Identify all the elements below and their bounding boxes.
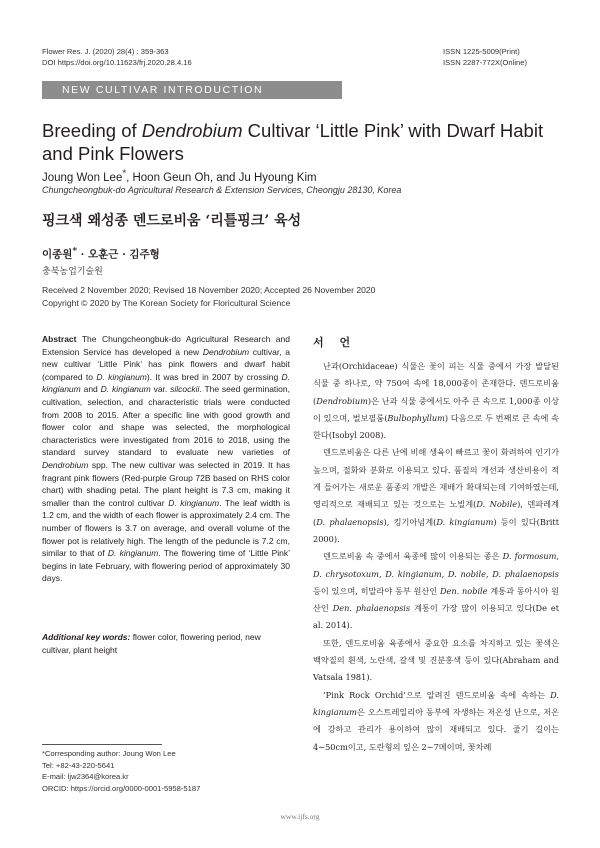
intro-heading: 서 언: [313, 336, 357, 349]
korean-title: 핑크색 왜성종 덴드로비움 ‘리틀핑크’ 육성: [42, 213, 302, 229]
copyright-line: Copyright © 2020 by The Korean Society for Floricultural Science: [42, 298, 291, 308]
intro-paragraph: [313, 358, 559, 444]
telephone: Tel: +82-43-220-5641: [42, 760, 115, 770]
issn-block: [443, 47, 558, 68]
abstract-italic: D. kingianum: [100, 384, 151, 395]
keywords-label: Additional key words:: [42, 632, 131, 642]
title-part1: Breeding of: [42, 120, 142, 141]
abstract-italic: Dendrobium: [42, 459, 89, 470]
author-first: Joung Won Lee: [42, 171, 123, 184]
intro-text: 덴드로비움은 다른 난에 비해 생육이 빠르고 꽃이 화려하여 인기가 높으며, 절화와 분화로 이용되고 있다. 품질의 개선과 생산비용이 적게 들어가는 새로운 품종의 개발은 재배가 확대되는데 기여하였는데, 영리적으로 재배되고 있는 것으로는 노빌계(: [313, 447, 559, 510]
intro-text: 덴드로비움 속 중에서 육종에 많이 이용되는 종은: [323, 551, 503, 562]
intro-italic: D. kingianum: [313, 689, 559, 717]
title-genus: Dendrobium: [141, 120, 243, 141]
intro-paragraph: [313, 444, 559, 548]
korean-affiliation: 충북농업기술원: [42, 267, 103, 277]
intro-text: 계통이 가장 많이 이용되고 있다(De et al. 2014).: [313, 603, 559, 631]
paper-title: [42, 119, 562, 165]
korean-authors: [42, 246, 160, 262]
abstract-italic: D. kingianum: [96, 371, 147, 382]
intro-text: ‘Pink Rock Orchid’으로 알려진 덴드로비움 속에 속하는: [323, 689, 551, 700]
intro-body: [313, 358, 559, 756]
intro-text: )은 난과 식물 중에서도 아주 큰 속으로 1,000종 이상이 있으며, 벌보필룸(: [313, 395, 559, 423]
journal-citation: Flower Res. J. (2020) 28(4) : 359-363: [42, 47, 169, 56]
intro-italic: Dendrobium: [316, 395, 368, 406]
intro-text: ), 덴파레계(: [313, 499, 559, 527]
intro-text: 등이 있으며, 히말라야 동부 원산인: [313, 585, 440, 596]
korean-corresponding-mark: *: [72, 246, 78, 256]
intro-italic: D. phalaenopsis: [316, 516, 384, 527]
journal-website[interactable]: www.ijfs.org: [280, 812, 320, 821]
intro-text: 계통과 동아시아 원산인: [313, 585, 559, 614]
intro-italic: D. formosum, D. chrysotoxum, D. kingianum, D. nobile, D. phalaenopsis: [313, 551, 560, 579]
orcid-link[interactable]: ORCID: https://orcid.org/0000-0001-5958-5187: [42, 783, 201, 793]
intro-paragraph: 또한, 덴드로비움 육종에서 중요한 요소를 차지하고 있는 꽃색은 백약질의 흰색, 노란색, 갈색 및 진분홍색 등이 있다(Abraham and Vatsala 1981).: [313, 637, 559, 683]
intro-text: 은 오스트레일리아 동부에 자생하는 저온성 난으로, 저온에 강하고 관리가 용이하여 많이 재배되고 있다. 줄기 길이는 4∼50cm이고, 도란형의 잎은 2∼7메이며, 꽃차례: [313, 706, 559, 752]
intro-italic: Bulbophyllum: [387, 412, 445, 423]
intro-text: ) 다음으로 두 번째로 큰 속에 속한다(Isobyl 2008).: [313, 412, 559, 441]
doi-link[interactable]: DOI https://doi.org/10.11623/frj.2020.28.4.16: [42, 57, 192, 67]
intro-text: ) 등이 있다(Britt 2000).: [313, 516, 559, 544]
abstract-italic: D. kingianum: [107, 548, 159, 559]
abstract-italic: silcockii: [170, 384, 200, 395]
footnote-divider: [42, 744, 162, 745]
abstract-italic: D. kingianum: [168, 497, 220, 508]
corresponding-author: *Corresponding author: Joung Won Lee: [42, 749, 176, 758]
keywords: [42, 631, 290, 656]
section-banner: NEW CULTIVAR INTRODUCTION: [42, 81, 342, 99]
korean-author-rest: · 오훈근 · 김주형: [77, 248, 160, 261]
abstract-label: Abstract: [42, 334, 77, 344]
intro-italic: D. kingianum: [436, 516, 494, 527]
issn-print: ISSN 1225-5009(Print): [443, 47, 520, 56]
footnote: [42, 748, 200, 794]
intro-paragraph: [313, 687, 559, 756]
korean-author-first: 이종원: [42, 248, 73, 261]
author-rest: , Hoon Geun Oh, and Ju Hyoung Kim: [126, 171, 317, 184]
journal-header: [42, 47, 192, 68]
corresponding-mark: *: [122, 168, 127, 179]
intro-text: 난과(Orchidaceae) 식물은 꽃이 피는 식물 중에서 가장 발달된 식물 중 하나로, 약 750여 속에 18,000종이 존재한다. 덴드로비움(: [313, 361, 559, 406]
author-list: [42, 168, 317, 184]
received-dates: Received 2 November 2020; Revised 18 November 2020; Accepted 26 November 2020: [42, 285, 376, 295]
abstract-text: var.: [150, 384, 171, 395]
abstract-italic: Dendrobium: [202, 346, 250, 357]
abstract-text: . The leaf width is 1.2 cm, and the width of each flower is approximately 2.4 cm. The number of flowers is 3.7 on average, and overall volume of the flower pot is relatively high. The length of the peduncle is 7.2 cm, similar to that of: [42, 497, 291, 559]
abstract-text: ). It was bred in 2007 by crossing: [146, 371, 282, 382]
abstract-text: . The seed germination, cultivation, selection, and characteristic trials were conducted from 2008 to 2015. After a specific line with good growth and flower color and shape was selected, the morphological characteristics were investigated from 2016 to 2018, using the standard survey standard to evaluate new varieties of: [42, 384, 290, 458]
abstract: [42, 333, 290, 585]
abstract-text: and: [80, 384, 101, 395]
issn-online: ISSN 2287-772X(Online): [443, 57, 527, 67]
affiliation: Chungcheongbuk-do Agricultural Research & Extension Services, Cheongju 28130, Korea: [42, 185, 402, 195]
title-part2: Cultivar ‘Little Pink’ with Dwarf Habit and Pink Flowers: [42, 120, 544, 164]
abstract-text: The Chungcheongbuk-do Agricultural Research and Extension Service has developed a new: [42, 334, 290, 357]
intro-text: ), 킹기아넘계(: [383, 516, 437, 527]
abstract-text: spp. The new cultivar was selected in 2019. It has fragrant pink flowers (Red-purple Group 72B based on RHS color chart) with shading petal. The plant height is 7.3 cm, making it smaller than the control cultivar: [42, 459, 290, 508]
abstract-italic: D. kingianum: [42, 371, 290, 395]
intro-paragraph: [313, 548, 559, 634]
intro-italic: D. Nobile: [476, 499, 518, 510]
keywords-text: flower color, flowering period, new cultivar, plant height: [42, 632, 261, 655]
intro-italic: Den. phalaenopsis: [332, 603, 411, 614]
abstract-text: cultivar, a new cultivar ‘Little Pink’ has pink flowers and dwarf habit (compared to: [42, 346, 290, 382]
abstract-text: . The flowering time of ‘Little Pink’ begins in late February, with flowering period of approximately 30 days.: [42, 548, 290, 584]
article-dates: [42, 284, 375, 310]
intro-italic: Den. nobile: [439, 585, 488, 596]
email-link[interactable]: E-mail: ljw2364@korea.kr: [42, 772, 129, 781]
